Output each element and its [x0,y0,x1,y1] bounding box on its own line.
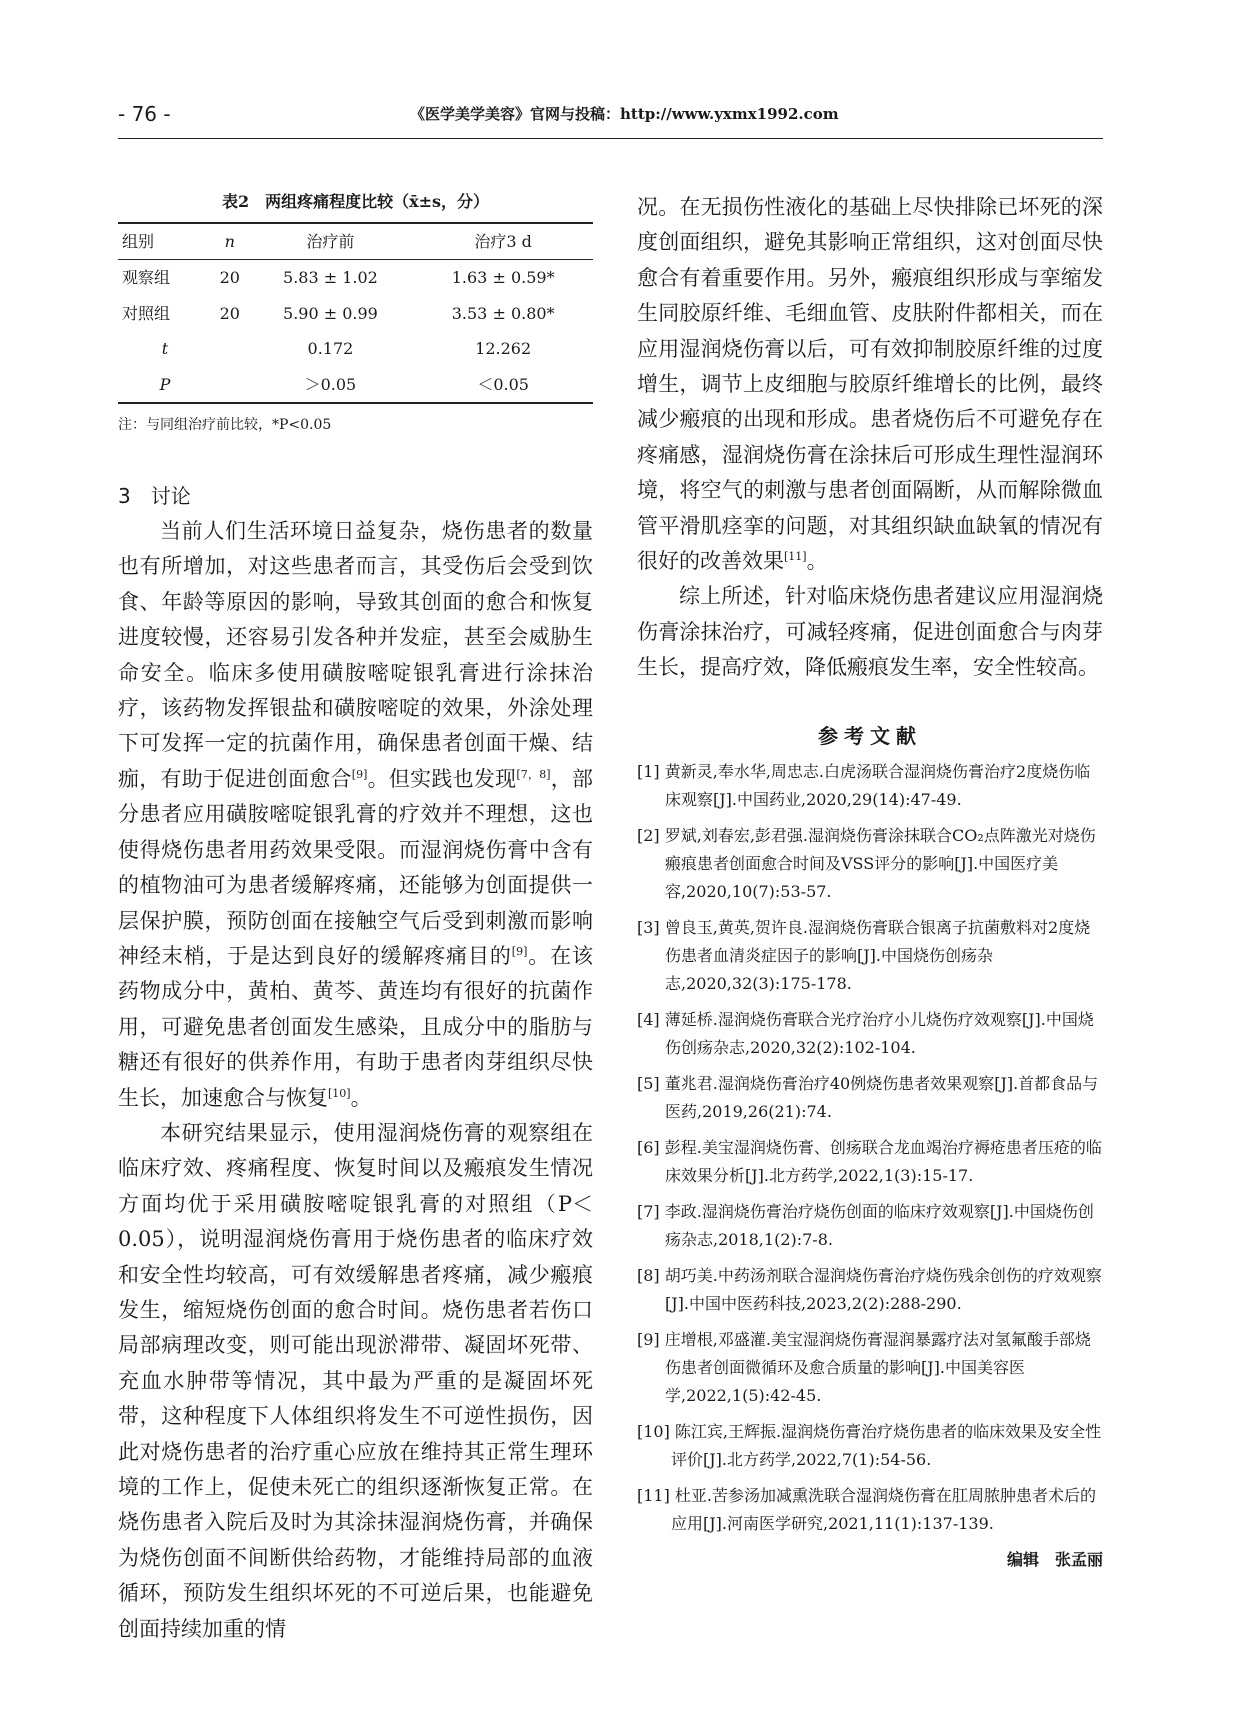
table-header-row [118,223,593,260]
section-title-discussion: 3 讨论 [118,484,191,509]
page-number: - 76 - [118,102,171,126]
citation: [11] [784,550,807,564]
table-cell: 观察组 [122,268,171,288]
discussion-paragraph-1: 当前人们生活环境日益复杂，烧伤患者的数量也有所增加，对这些患者而言，其受伤后会受到饮食、年龄等原因的影响，导致其创面的愈合和恢复进度较慢，还容易引发各种并发症，甚至会威胁生命安全。临床多使用磺胺嘧啶银乳膏进行涂抹治疗，该药物发挥银盐和磺胺嘧啶的效果，外涂处理下可发挥一定的抗菌作用，确保患者创面干燥、结痂，有助于促进创面愈合[9]。但实践也发现[7，8]，部分患者应用磺胺嘧啶银乳膏的疗效并不理想，这也使得烧伤患者用药效果受限。而湿润烧伤膏中含有的植物油可为患者缓解疼痛，还能够为创面提供一层保护膜，预防创面在接触空气后受到刺激而影响神经末梢，于是达到良好的缓解疼痛目的[9]。在该药物成分中，黄柏、黄芩、黄连均有很好的抗菌作用，可避免患者创面发生感染，且成分中的脂肪与糖还有很好的供养作用，有助于患者肉芽组织尽快生长，加速愈合与恢复[10]。 [118,519,594,1110]
reference-item: [3] 曾良玉,黄英,贺许良.湿润烧伤膏联合银离子抗菌敷料对2度烧伤患者血清炎症因子的影响[J].中国烧伤创疡杂志,2020,32(3):175-178. [637,917,1091,993]
col-header-after: 治疗3 d [474,232,532,251]
citation: [10] [328,1086,351,1100]
table-note: 注：与同组治疗前比较，*P<0.05 [118,417,332,434]
references-list [637,758,1103,1538]
table-cell: 12.262 [475,339,532,359]
reference-item: [10] 陈江宾,王辉振.湿润烧伤膏治疗烧伤患者的临床效果及安全性评价[J].北方药学,2022,7(1):54-56. [637,1421,1102,1469]
table-cell: 5.83 ± 1.02 [283,268,378,288]
table-cell: 0.172 [307,339,354,359]
table-row [118,296,593,331]
table-cell: 对照组 [122,303,171,323]
table-cell: ＜0.05 [477,374,529,394]
table-row [118,331,593,366]
reference-item: [8] 胡巧美.中药汤剂联合湿润烧伤膏治疗烧伤残余创伤的疗效观察[J].中国中医药科技,2023,2(2):288-290. [637,1265,1102,1313]
discussion-paragraph-2: 本研究结果显示，使用湿润烧伤膏的观察组在临床疗效、疼痛程度、恢复时间以及瘢痕发生情况方面均优于采用磺胺嘧啶银乳膏的对照组（P＜0.05），说明湿润烧伤膏用于烧伤患者的临床疗效和安全性均较高，可有效缓解患者疼痛，减少瘢痕发生，缩短烧伤创面的愈合时间。烧伤患者若伤口局部病理改变，则可能出现淤滞带、凝固坏死带、充血水肿带等情况，其中最为严重的是凝固坏死带，这种程度下人体组织将发生不可逆性损伤，因此对烧伤患者的治疗重心应放在维持其正常生理环境的工作上，促使未死亡的组织逐渐恢复正常。在烧伤患者入院后及时为其涂抹湿润烧伤膏，并确保为烧伤创面不间断供给药物，才能维持局部的血液循环，预防发生组织坏死的不可逆后果，也能避免创面持续加重的情 [118,1120,593,1641]
table-cell: ＞0.05 [304,374,357,394]
journal-header: 《医学美学美容》官网与投稿：http://www.yxmx1992.com [410,105,839,123]
reference-item: [6] 彭程.美宝湿润烧伤膏、创疡联合龙血竭治疗褥疮患者压疮的临床效果分析[J].北方药学,2022,1(3):15-17. [637,1137,1102,1185]
col-header-before: 治疗前 [306,232,355,251]
header-rule [118,138,1103,139]
left-column [118,190,593,1647]
page-header [118,98,1103,138]
table-cell: t [161,339,169,359]
table-cell: 3.53 ± 0.80* [451,303,555,323]
citation: [9] [511,944,528,958]
references-title: 参考文献 [818,723,922,748]
reference-item: [7] 李政.湿润烧伤膏治疗烧伤创面的临床疗效观察[J].中国烧伤创疡杂志,2018,1(2):7-8. [637,1201,1094,1249]
reference-item: [11] 杜亚.苦参汤加减熏洗联合湿润烧伤膏在肛周脓肿患者术后的应用[J].河南医学研究,2021,11(1):137-139. [637,1485,1097,1533]
table-row [118,367,593,403]
table-cell: P [159,374,171,394]
col-header-group: 组别 [122,232,155,251]
reference-item: [5] 董兆君.湿润烧伤膏治疗40例烧伤患者效果观察[J].首都食品与医药,2019,26(21):74. [637,1073,1099,1121]
table-caption: 表2 两组疼痛程度比较（x̄±s，分） [221,192,490,211]
table-row [118,260,593,296]
editor-credit: 编辑 张孟丽 [1006,1549,1103,1569]
col-header-n: n [224,232,235,251]
reference-item: [9] 庄增根,邓盛灌.美宝湿润烧伤膏湿润暴露疗法对氢氟酸手部烧伤患者创面微循环及愈合质量的影响[J].中国美容医学,2022,1(5):42-45. [637,1329,1091,1405]
citation: [9] [351,767,368,781]
reference-item: [1] 黄新灵,奉水华,周忠志.白虎汤联合湿润烧伤膏治疗2度烧伤临床观察[J].中国药业,2020,29(14):47-49. [637,761,1091,809]
discussion-paragraph-2-continued: 况。在无损伤性液化的基础上尽快排除已坏死的深度创面组织，避免其影响正常组织，这对创面尽快愈合有着重要作用。另外，瘢痕组织形成与挛缩发生同胶原纤维、毛细血管、皮肤附件都相关，而在应用湿润烧伤膏以后，可有效抑制胶原纤维的过度增生，调节上皮细胞与胶原纤维增长的比例，最终减少瘢痕的出现和形成。患者烧伤后不可避免存在疼痛感，湿润烧伤膏在涂抹后可形成生理性湿润环境，将空气的刺激与患者创面隔断，从而解除微血管平滑肌痉挛的问题，对其组织缺血缺氧的情况有很好的改善效果[11]。 [637,195,1103,574]
reference-item: [4] 薄延桥.湿润烧伤膏联合光疗治疗小儿烧伤疗效观察[J].中国烧伤创疡杂志,2020,32(2):102-104. [637,1009,1094,1057]
right-column [637,190,1103,1574]
reference-item: [2] 罗斌,刘春宏,彭君强.湿润烧伤膏涂抹联合CO₂点阵激光对烧伤瘢痕患者创面愈合时间及VSS评分的影响[J].中国医疗美容,2020,10(7):53-57. [637,825,1096,901]
table-cell [212,367,248,403]
table-cell [212,331,248,366]
table-cell: 5.90 ± 0.99 [283,303,378,323]
pain-score-table [118,222,593,404]
table-cell: 1.63 ± 0.59* [451,268,555,288]
conclusion-paragraph: 综上所述，针对临床烧伤患者建议应用湿润烧伤膏涂抹治疗，可减轻疼痛，促进创面愈合与肉芽生长，提高疗效，降低瘢痕发生率，安全性较高。 [637,584,1103,680]
table-cell: 20 [219,268,240,288]
citation: [7，8] [516,767,551,781]
table-cell: 20 [219,303,240,323]
